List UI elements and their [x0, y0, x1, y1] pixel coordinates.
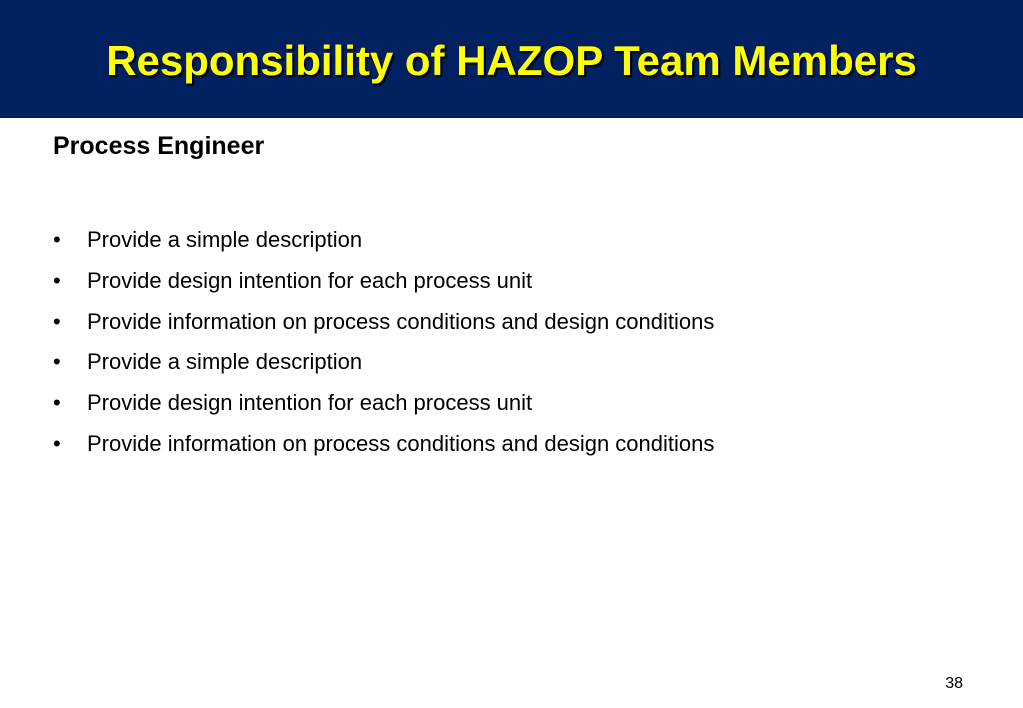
bullet-text: Provide a simple description: [87, 349, 363, 375]
bullet-icon: •: [53, 267, 61, 293]
bullet-text: Provide information on process conditions and design conditions: [87, 308, 715, 334]
bullet-text: Provide design intention for each process unit: [87, 267, 533, 293]
bullet-icon: •: [53, 430, 61, 456]
bullet-icon: •: [53, 308, 61, 334]
bullet-text: Provide design intention for each process unit: [87, 390, 533, 416]
section-heading: Process Engineer: [53, 132, 265, 160]
bullet-text: Provide information on process conditions and design conditions: [87, 430, 715, 456]
bullet-text: Provide a simple description: [87, 227, 363, 252]
bullet-icon: •: [53, 227, 61, 252]
slide-title: Responsibility of HAZOP Team Members: [106, 37, 917, 84]
bullet-icon: •: [53, 390, 61, 416]
bullet-icon: •: [53, 349, 61, 375]
title-bar: [0, 0, 1023, 118]
page-number: 38: [945, 675, 963, 692]
